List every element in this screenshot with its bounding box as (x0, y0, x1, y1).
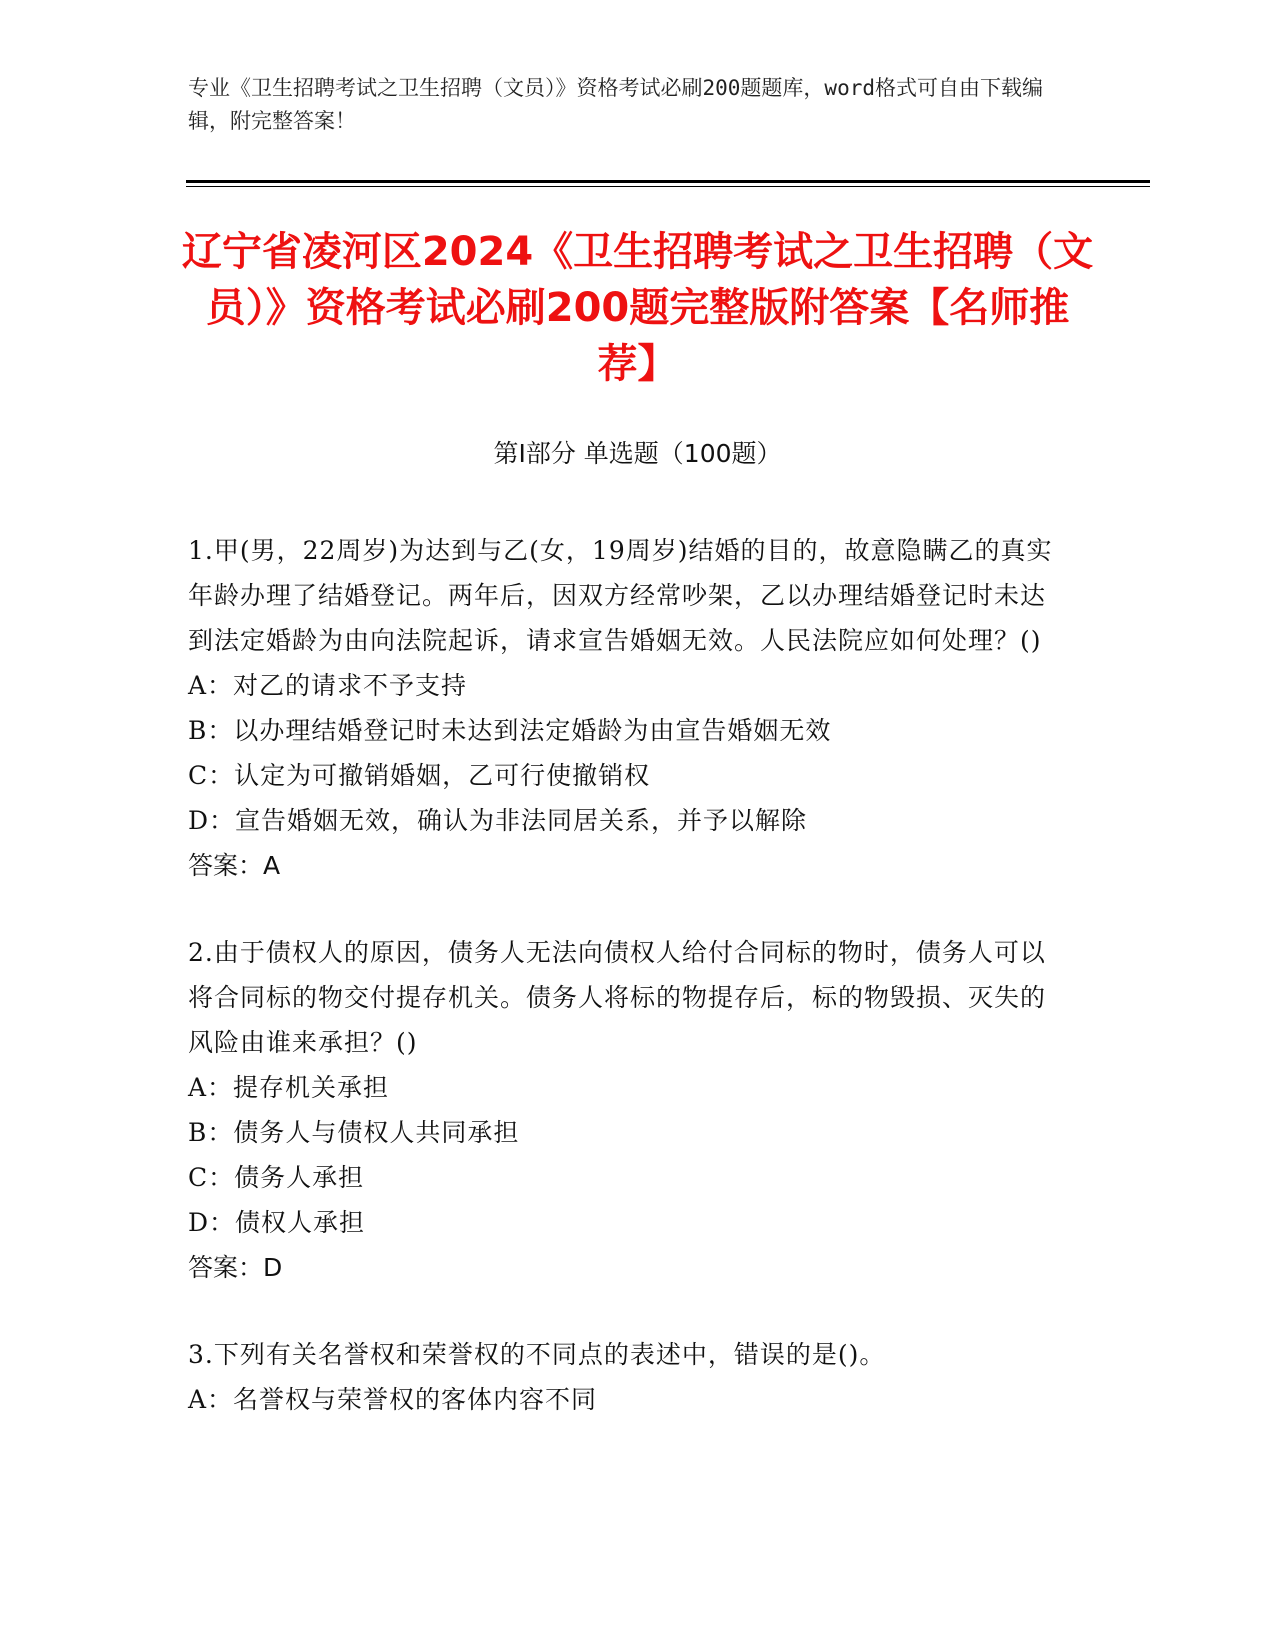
answer-label: 答案： (188, 1253, 264, 1282)
question-stem: 3.下列有关名誉权和荣誉权的不同点的表述中，错误的是()。 (188, 1340, 886, 1369)
option-b: B：以办理结婚登记时未达到法定婚龄为由宣告婚姻无效 (188, 716, 832, 745)
question-3 (188, 1332, 1068, 1422)
option-a: A：名誉权与荣誉权的客体内容不同 (188, 1385, 598, 1414)
answer (188, 1245, 1068, 1290)
option-d: D：宣告婚姻无效，确认为非法同居关系，并予以解除 (188, 806, 808, 835)
question-2 (188, 930, 1068, 1290)
option-a: A：对乙的请求不予支持 (188, 671, 468, 700)
answer-value: D (263, 1253, 283, 1282)
option-c: C：债务人承担 (188, 1163, 365, 1192)
option-d: D：债权人承担 (188, 1208, 366, 1237)
answer-value: A (263, 851, 281, 880)
question-1 (188, 528, 1068, 888)
option-c: C：认定为可撤销婚姻，乙可行使撤销权 (188, 761, 651, 790)
answer-label: 答案： (188, 851, 264, 880)
question-stem: 2.由于债权人的原因，债务人无法向债权人给付合同标的物时，债务人可以将合同标的物交付提存机关。债务人将标的物提存后，标的物毁损、灭失的风险由谁来承担？() (188, 938, 1047, 1057)
header-note: 专业《卫生招聘考试之卫生招聘（文员）》资格考试必刷200题题库，word格式可自由下载编辑，附完整答案！ (188, 76, 1043, 133)
question-stem: 1.甲(男，22周岁)为达到与乙(女，19周岁)结婚的目的，故意隐瞒乙的真实年龄办理了结婚登记。两年后，因双方经常吵架，乙以办理结婚登记时未达到法定婚龄为由向法院起诉，请求宣告婚姻无效。人民法院应如何处理？() (188, 536, 1053, 655)
option-a: A：提存机关承担 (188, 1073, 390, 1102)
answer (188, 843, 1068, 888)
header-rule-thick (186, 180, 1150, 183)
header-rule-thin (186, 186, 1150, 187)
option-b: B：债务人与债权人共同承担 (188, 1118, 520, 1147)
document-title: 辽宁省凌河区2024《卫生招聘考试之卫生招聘（文员）》资格考试必刷200题完整版附答案【名师推荐】 (181, 229, 1094, 387)
section-title: 第Ⅰ部分 单选题（100题） (493, 439, 782, 468)
question-list (188, 528, 1068, 1464)
